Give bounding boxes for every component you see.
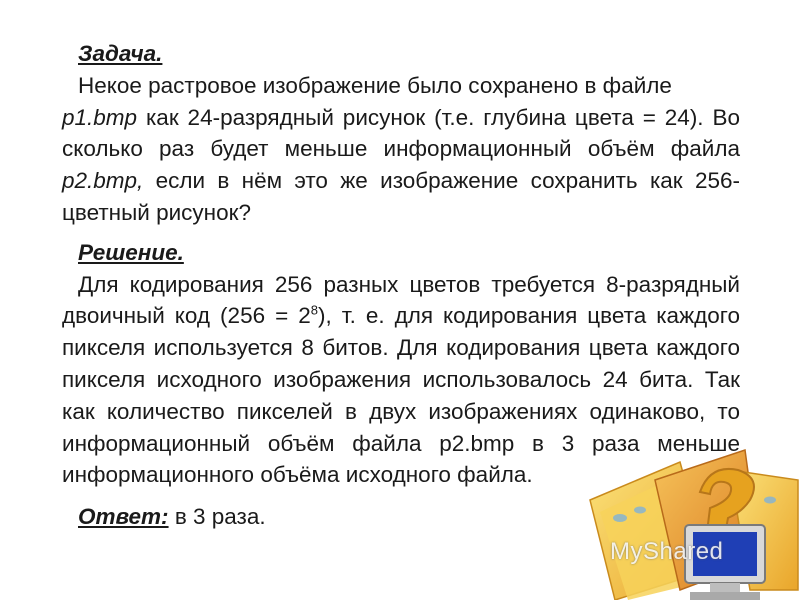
task-intro: Некое растровое изображение было сохранено в файле: [78, 72, 672, 98]
task-middle: как 24-разрядный рисунок (т.е. глубина цвета = 24). Во сколько раз будет меньше информационный объём файла: [62, 104, 740, 162]
watermark: MyShared: [610, 538, 724, 565]
file2-name: p2.bmp,: [62, 168, 144, 194]
task-heading: Задача.: [78, 41, 163, 66]
solution-part1: Для кодирования 256 разных цветов требуется 8-разрядный двоичный код (256 = 2: [62, 271, 740, 329]
answer-heading: Ответ:: [78, 504, 169, 530]
slide-content: [62, 38, 740, 533]
file1-name: p1.bmp: [62, 104, 138, 130]
solution-text: [62, 269, 740, 492]
task-end: если в нём это же изображение сохранить как 256-цветный рисунок?: [62, 168, 740, 225]
solution-heading: Решение.: [78, 239, 184, 265]
exponent: 8: [310, 302, 318, 318]
task-text: [62, 70, 740, 229]
answer-line: [62, 501, 740, 533]
answer-text: в 3 раза.: [168, 504, 266, 530]
solution-part2: ), т. е. для кодирования цвета каждого пикселя используется 8 битов. Для кодирования цвета каждого пикселя исходного изображения использовалось 24 бита. Так как количество пикселей в двух изображениях одинаково, то информационный объём файла p2.bmp в 3 раза меньше информационного объёма исходного файла.: [62, 303, 740, 488]
